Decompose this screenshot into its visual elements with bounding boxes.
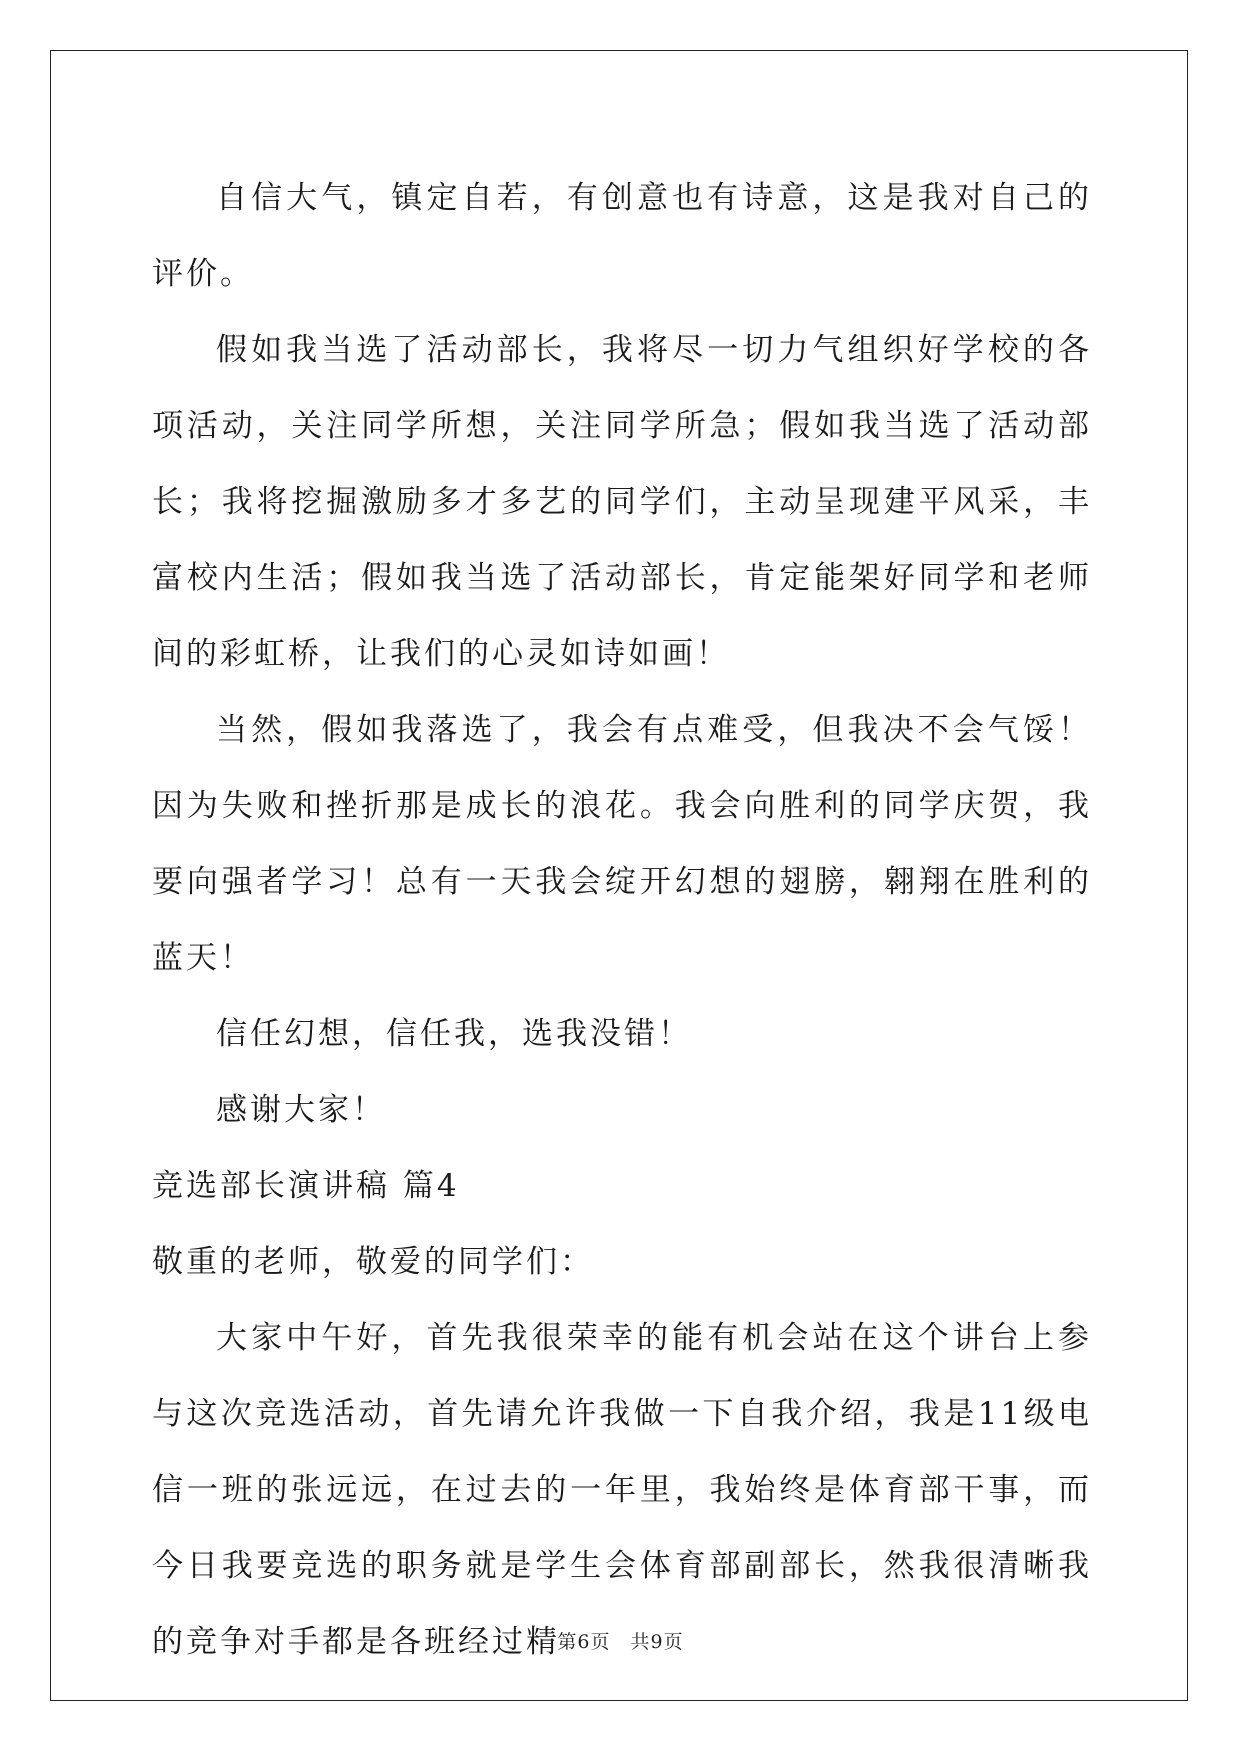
section-heading: 竞选部长演讲稿 篇4 — [152, 1168, 460, 1204]
document-body — [152, 160, 1092, 1680]
paragraph: 假如我当选了活动部长，我将尽一切力气组织好学校的各项活动，关注同学所想，关注同学所急；假如我当选了活动部长；我将挖掘激励多才多艺的同学们，主动呈现建平风采，丰富校内生活；假如我当选了活动部长，肯定能架好同学和老师间的彩虹桥，让我们的心灵如诗如画！ — [152, 332, 1092, 672]
paragraph: 自信大气，镇定自若，有创意也有诗意，这是我对自己的评价。 — [152, 180, 1092, 292]
paragraph: 大家中午好，首先我很荣幸的能有机会站在这个讲台上参与这次竞选活动，首先请允许我做一下自我介绍，我是11级电信一班的张远远，在过去的一年里，我始终是体育部干事，而今日我要竞选的职务就是学生会体育部副部长，然我很清晰我的竞争对手都是各班经过精 — [152, 1320, 1092, 1660]
salutation: 敬重的老师，敬爱的同学们： — [152, 1244, 594, 1280]
paragraph: 信任幻想，信任我，选我没错！ — [216, 1016, 692, 1052]
page-footer: 第6页 共9页 — [557, 1631, 684, 1653]
paragraph: 感谢大家！ — [216, 1092, 386, 1128]
paragraph: 当然，假如我落选了，我会有点难受，但我决不会气馁！因为失败和挫折那是成长的浪花。我会向胜利的同学庆贺，我要向强者学习！总有一天我会绽开幻想的翅膀，翱翔在胜利的蓝天！ — [152, 712, 1092, 976]
